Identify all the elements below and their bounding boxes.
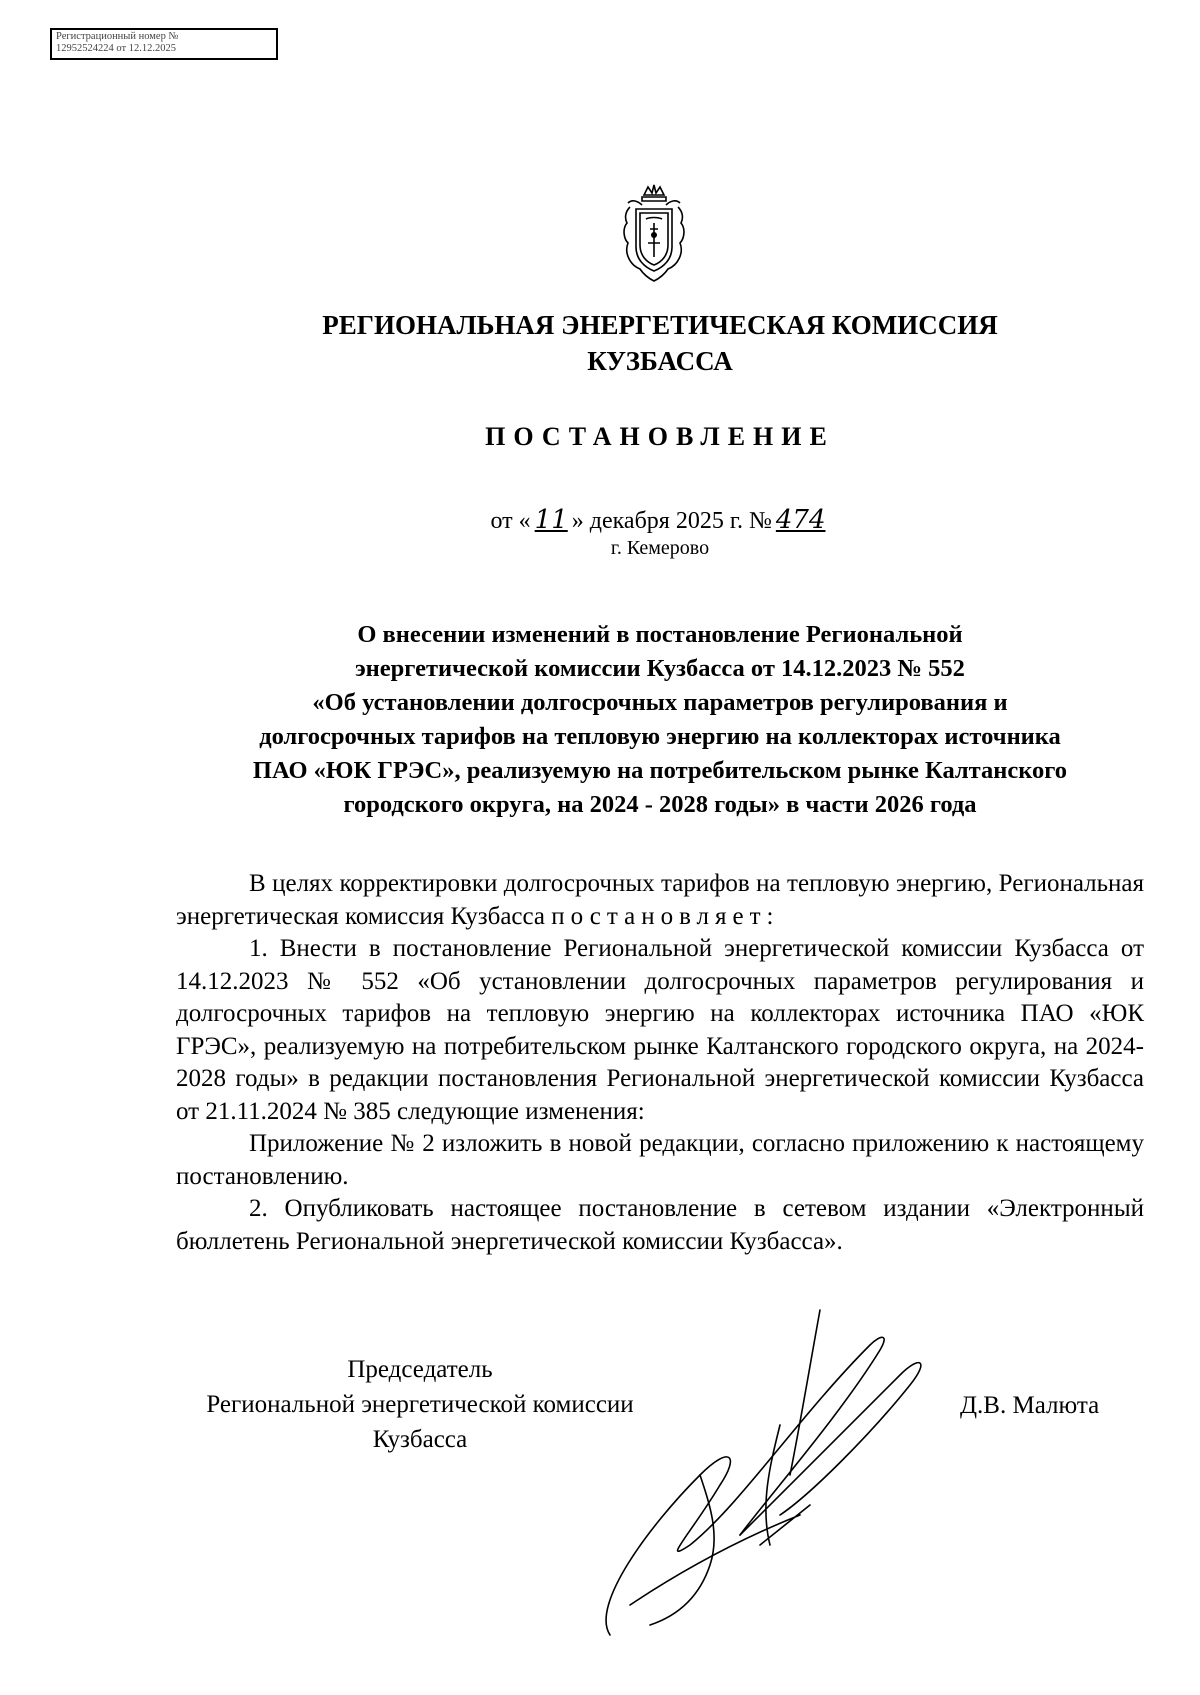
document-subject xyxy=(170,618,1150,822)
signatory-title-line2: Региональной энергетической комиссии xyxy=(206,1391,634,1418)
signatory-name: Д.В. Малюта xyxy=(960,1392,1100,1419)
registration-label: Регистрационный номер № xyxy=(56,31,179,42)
intro-verb: постановляет: xyxy=(551,902,780,930)
subject-line: городского округа, на 2024 - 2028 годы» в части 2026 года xyxy=(343,791,977,818)
coat-of-arms-icon xyxy=(618,183,690,283)
registration-number: 12952524224 от 12.12.2025 xyxy=(56,43,176,54)
subject-line: «Об установлении долгосрочных параметров регулирования и xyxy=(312,689,1008,716)
organization-line2: КУЗБАССА xyxy=(587,346,733,376)
city: г. Кемерово xyxy=(610,537,710,559)
item-1-detail: Приложение № 2 изложить в новой редакции, согласно приложению к настоящему постановлению. xyxy=(176,1130,1144,1190)
subject-line: О внесении изменений в постановление Региональной xyxy=(357,621,963,648)
intro-paragraph xyxy=(176,868,1144,933)
subject-line: ПАО «ЮК ГРЭС», реализуемую на потребительском рынке Калтанского xyxy=(252,757,1068,784)
subject-line: долгосрочных тарифов на тепловую энергию на коллекторах источника xyxy=(259,723,1061,750)
date-line xyxy=(300,505,1020,535)
date-day: 11 xyxy=(534,505,568,535)
handwritten-signature xyxy=(570,1305,990,1655)
signatory-title-line3: Кузбасса xyxy=(372,1426,468,1453)
subject-line: энергетической комиссии Кузбасса от 14.12.2023 № 552 xyxy=(355,655,965,682)
item-2: 2. Опубликовать настоящее постановление в сетевом издании «Электронный бюллетень Региональной энергетической комиссии Кузбасса». xyxy=(176,1195,1144,1255)
date-month-year: » декабря 2025 г. № xyxy=(571,508,772,534)
document-number: 474 xyxy=(775,505,826,535)
date-prefix: от « xyxy=(490,508,531,534)
organization-line1: РЕГИОНАЛЬНАЯ ЭНЕРГЕТИЧЕСКАЯ КОМИССИЯ xyxy=(322,310,998,340)
intro-text: В целях корректировки долгосрочных тарифов на тепловую энергию, Региональная энергетическая комиссия Кузбасса xyxy=(176,870,1144,930)
document-type: ПОСТАНОВЛЕНИЕ xyxy=(485,422,835,451)
organization-name xyxy=(250,307,1070,379)
signatory-title-line1: Председатель xyxy=(347,1356,493,1383)
registration-stamp xyxy=(50,28,278,60)
item-1: 1. Внести в постановление Региональной энергетической комиссии Кузбасса от 14.12.2023 № 552 «Об установлении долгосрочных параметров регулирования и долгосрочных тарифов на тепловую энергию на коллекторах источника ПАО «ЮК ГРЭС», реализуемую на потребительском рынке Калтанского городского округа, на 2024-2028 годы» в редакции постановления Региональной энергетической комиссии Кузбасса от 21.11.2024 № 385 следующие изменения: xyxy=(176,935,1144,1125)
document-body xyxy=(176,868,1144,1258)
